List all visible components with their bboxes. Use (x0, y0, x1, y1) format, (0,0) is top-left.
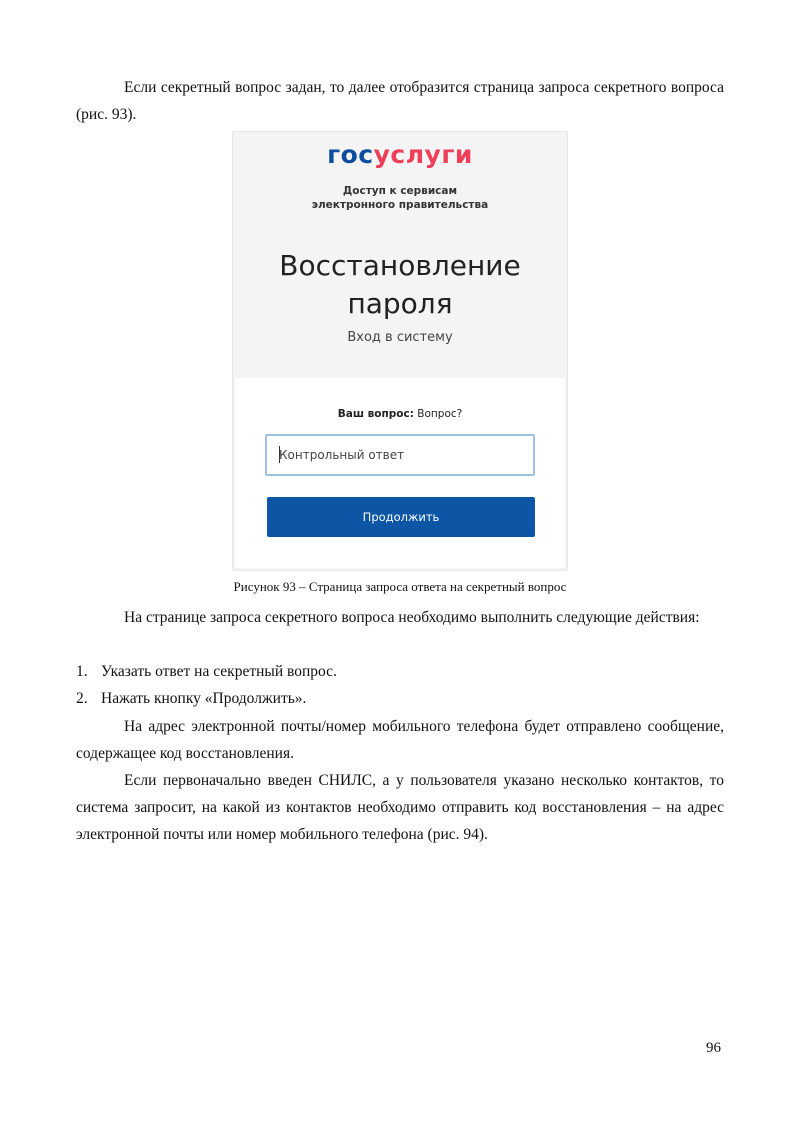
gosuslugi-logo (233, 140, 567, 169)
tagline-line-1: Доступ к сервисам (342, 185, 458, 197)
logo-part-uslugi: услуги (373, 140, 473, 169)
intro-paragraph: Если секретный вопрос задан, то далее отобразится страница запроса секретного вопроса (рис. 93). (76, 79, 724, 123)
tagline-line-2: электронного правительства (311, 199, 489, 211)
code-paragraph: На адрес электронной почты/номер мобильного телефона будет отправлено сообщение, содержащее код восстановления. (76, 718, 724, 762)
secret-question-value: Вопрос? (417, 408, 463, 420)
list-item-number: 2. (76, 690, 88, 707)
page-subtitle: Вход в систему (347, 330, 453, 345)
list-item-number: 1. (76, 663, 88, 680)
list-item-text: Нажать кнопку «Продолжить». (101, 690, 307, 707)
list-item (76, 685, 306, 712)
continue-button[interactable]: Продолжить (267, 497, 535, 537)
page-title (233, 247, 567, 323)
snils-paragraph: Если первоначально введен СНИЛС, а у пользователя указано несколько контактов, то система запросит, на какой из контактов необходимо отправить код восстановления – на адрес электронной почты или номер мобильного телефона (рис. 94). (76, 772, 724, 843)
logo-part-gos: гос (327, 140, 374, 169)
page-title-line-2: пароля (347, 287, 453, 320)
page-number: 96 (706, 1040, 721, 1056)
secret-answer-input[interactable] (265, 434, 535, 476)
secret-question-label: Ваш вопрос: (337, 408, 414, 420)
page-title-line-1: Восстановление (279, 249, 521, 282)
figure-caption: Рисунок 93 – Страница запроса ответа на секретный вопрос (233, 579, 567, 594)
recovery-form-card (235, 378, 565, 568)
actions-paragraph: На странице запроса секретного вопроса необходимо выполнить следующие действия: (124, 609, 700, 626)
list-item (76, 658, 337, 685)
text-caret (279, 446, 280, 463)
secret-question (235, 408, 565, 420)
list-item-text: Указать ответ на секретный вопрос. (101, 663, 337, 680)
tagline (233, 184, 567, 212)
gosuslugi-password-recovery-screenshot (232, 131, 568, 571)
